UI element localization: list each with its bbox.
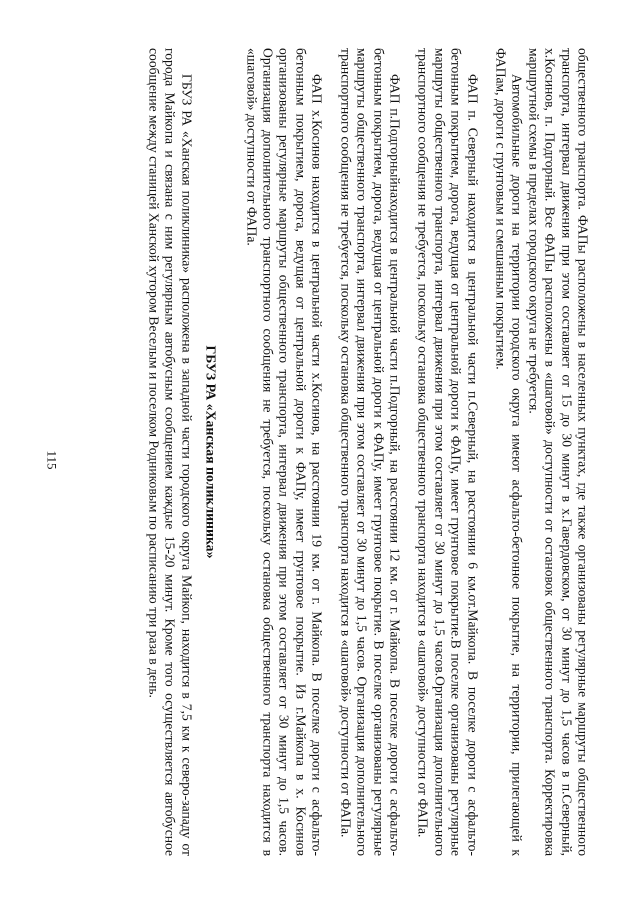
paragraph-roads: Автомобильные дороги на территории городского округа имеют асфальто-бетонное покрытие, на территории, прилегающей к ФАПам, дороги с грунтовым и смешанным покрытием. [493,48,525,856]
document-body [48,42,593,862]
section-heading: ГБУЗ РА «Ханская поликлиника» [203,345,219,559]
page-number: 115 [44,450,60,470]
paragraph-transport-intro: общественного транспорта. ФАПы расположены в населенных пунктах, где также организованы регулярные маршруты общественного транспорта, интервал движения при этом составляет от 15 до 30 минут в х.Гавердовском, от 30 минут до 1,5 часов в п.Северный, х.Косинов, п. Подгорный. Все ФАПы расположены в «шаговой» доступности от остановок общественного транспорта. Корректировка маршрутной схемы в пределах городского округа не требуется. [526,48,591,856]
rotated-page [48,42,593,862]
paragraph-fap-severny: ФАП п. Северный находится в центральной части п.Северный, на расстоянии 6 км.от.Майкопа. В поселке дороги с асфальто-бетонным покрытием, дорога, ведущая от центральной дороги к ФАПу, имеет грунтовое покрытие.В поселке организованы регулярные маршруты общественного транспорта, интервал движения при этом составляет от 30 минут до 1,5 часов.Организация дополнительного транспортного сообщения не требуется, поскольку остановка общественного транспорта находится в «шаговой» доступности от ФАПа. [415,48,481,856]
paragraph-fap-kosinov: ФАП х.Косинов находится в центральной части х.Косинов, на расстоянии 19 км. от г. Майкопа. В поселке дороги с асфальто-бетонным покрытием, дорога, ведущая от центральной дороги к ФАПу, имеет грунтовое покрытие. Из г.Майкопа в х. Косинов организованы регулярные маршруты общественного транспорта, интервал движения при этом составляет от 30 минут до 1,5 часов. Организация дополнительного транспортного сообщения не требуется, поскольку остановка общественного транспорта находится в «шаговой» доступности от ФАПа. [244,48,325,856]
paragraph-fap-podgorny: ФАП п.Подгорныйнаходится в центральной части п.Подгорный, на расстоянии 12 км. от г. Майкопа. В поселке дороги с асфальто-бетонным покрытием, дорога, ведущая от центральной дороги к ФАПу, имеет грунтовое покрытие. В поселке организованы регулярные маршруты общественного транспорта, интервал движения при этом составляет от 30 минут до 1,5 часов. Организация дополнительного транспортного сообщения не требуется, поскольку остановка общественного транспорта находится в «шаговой» доступности от ФАПа. [338,48,403,856]
paragraph-khanskaya: ГБУЗ РА «Ханская поликлиника» расположена в западной части городского округа Майкоп, находится в 7,5 км к северо-западу от города Майкопа и связана с ним регулярным автобусным сообщением каждые 15-20 минут. Кроме того осуществляется автобусное сообщение между станицей Ханской хутором Веселым и поселком Родниковым по расписанию три раза в день. [146,48,195,856]
